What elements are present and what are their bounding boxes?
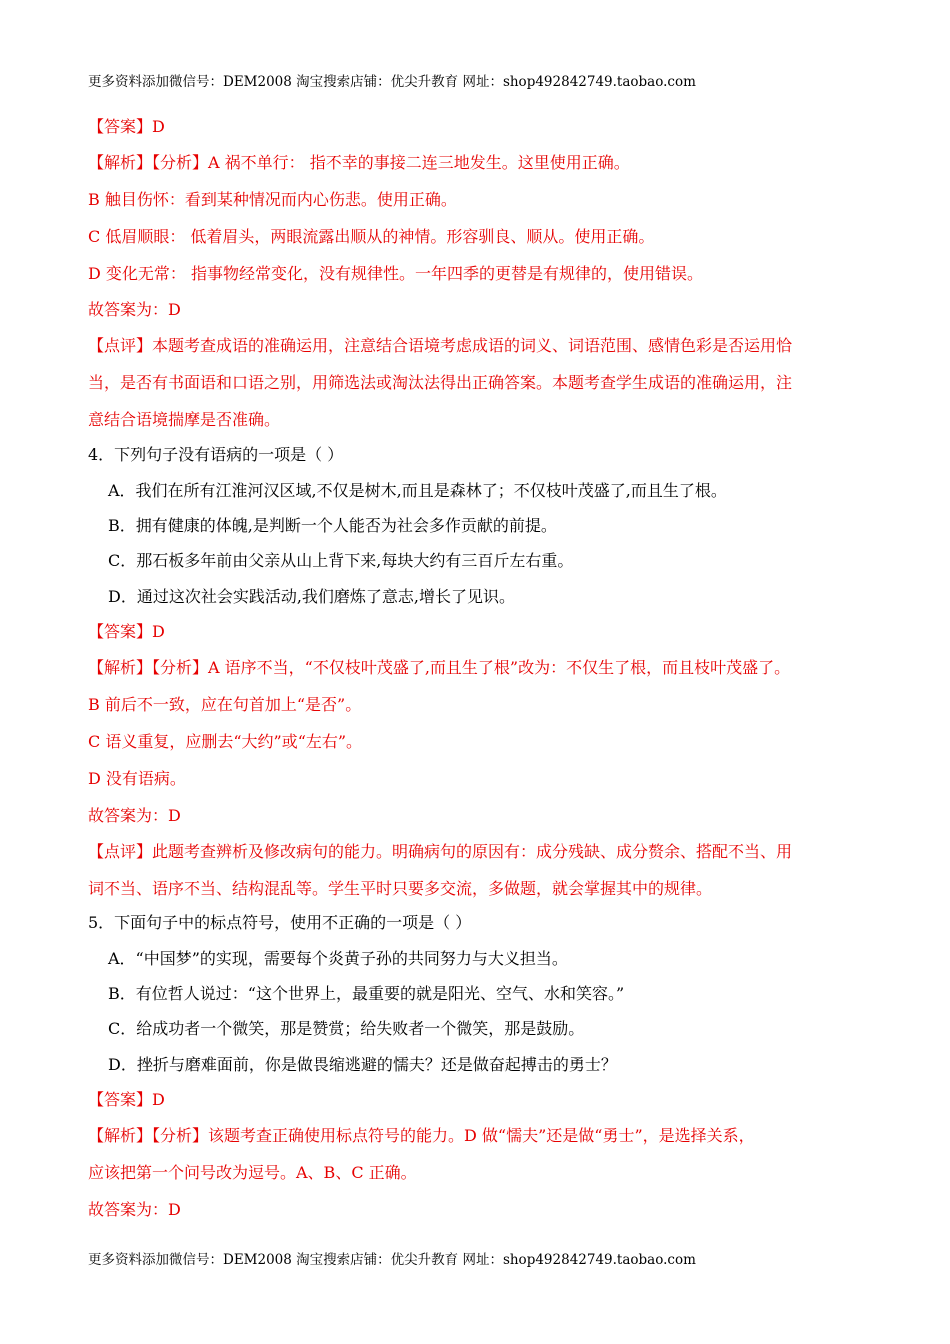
q5-conclusion: 故答案为：D (88, 1200, 181, 1219)
q3-conclusion: 故答案为：D (88, 300, 181, 319)
page-header: 更多资料添加微信号：DEM2008 淘宝搜索店铺：优尖升教育 网址：shop492842749.taobao.com (88, 74, 696, 90)
q4-answer: 【答案】D (88, 622, 165, 641)
q4-analysis-line: 【解析】【分析】A 语序不当，“不仅枝叶茂盛了,而且生了根”改为：不仅生了根，而且枝叶茂盛了。 (88, 658, 791, 677)
q5-analysis-line: 应该把第一个问号改为逗号。A、B、C 正确。 (88, 1163, 417, 1182)
q3-comment-line: 意结合语境揣摩是否准确。 (88, 410, 281, 429)
q4-conclusion: 故答案为：D (88, 806, 181, 825)
q3-analysis-line: D 变化无常： 指事物经常变化，没有规律性。一年四季的更替是有规律的，使用错误。 (88, 264, 704, 283)
q4-option-a: A．我们在所有江淮河汉区域,不仅是树木,而且是森林了；不仅枝叶茂盛了,而且生了根。 (108, 481, 727, 500)
q4-stem: 4．下列句子没有语病的一项是（ ） (88, 445, 344, 464)
q4-option-b: B．拥有健康的体魄,是判断一个人能否为社会多作贡献的前提。 (108, 516, 557, 535)
page-footer: 更多资料添加微信号：DEM2008 淘宝搜索店铺：优尖升教育 网址：shop492842749.taobao.com (88, 1252, 696, 1268)
q3-analysis-line: B 触目伤怀：看到某种情况而内心伤悲。使用正确。 (88, 190, 457, 209)
q3-analysis-line: 【解析】【分析】A 祸不单行： 指不幸的事接二连三地发生。这里使用正确。 (88, 153, 630, 172)
q5-option-b: B．有位哲人说过：“这个世界上，最重要的就是阳光、空气、水和笑容。” (108, 984, 625, 1003)
q4-option-c: C．那石板多年前由父亲从山上背下来,每块大约有三百斤左右重。 (108, 551, 574, 570)
q5-answer: 【答案】D (88, 1090, 165, 1109)
q3-comment-line: 【点评】本题考查成语的准确运用，注意结合语境考虑成语的词义、词语范围、感情色彩是否运用恰 (88, 336, 793, 355)
q4-comment-line: 词不当、语序不当、结构混乱等。学生平时只要多交流，多做题，就会掌握其中的规律。 (88, 879, 713, 898)
q5-option-a: A．“中国梦”的实现，需要每个炎黄子孙的共同努力与大义担当。 (108, 949, 568, 968)
q4-option-d: D．通过这次社会实践活动,我们磨炼了意志,增长了见识。 (108, 587, 516, 606)
q5-analysis-line: 【解析】【分析】该题考查正确使用标点符号的能力。D 做“懦夫”还是做“勇士”，是选择关系， (88, 1126, 755, 1145)
q4-comment-line: 【点评】此题考查辨析及修改病句的能力。明确病句的原因有：成分残缺、成分赘余、搭配不当、用 (88, 842, 793, 861)
q3-analysis-line: C 低眉顺眼： 低着眉头，两眼流露出顺从的神情。形容驯良、顺从。使用正确。 (88, 227, 655, 246)
q5-option-c: C．给成功者一个微笑，那是赞赏；给失败者一个微笑，那是鼓励。 (108, 1019, 585, 1038)
q4-analysis-line: B 前后不一致，应在句首加上“是否”。 (88, 695, 362, 714)
q5-option-d: D．挫折与磨难面前，你是做畏缩逃避的懦夫？还是做奋起搏击的勇士？ (108, 1055, 617, 1074)
q3-answer: 【答案】D (88, 117, 165, 136)
q4-analysis-line: D 没有语病。 (88, 769, 186, 788)
q4-analysis-line: C 语义重复，应删去“大约”或“左右”。 (88, 732, 363, 751)
q5-stem: 5．下面句子中的标点符号，使用不正确的一项是（ ） (88, 913, 472, 932)
q3-comment-line: 当，是否有书面语和口语之别，用筛选法或淘汰法得出正确答案。本题考查学生成语的准确运用，注 (88, 373, 793, 392)
